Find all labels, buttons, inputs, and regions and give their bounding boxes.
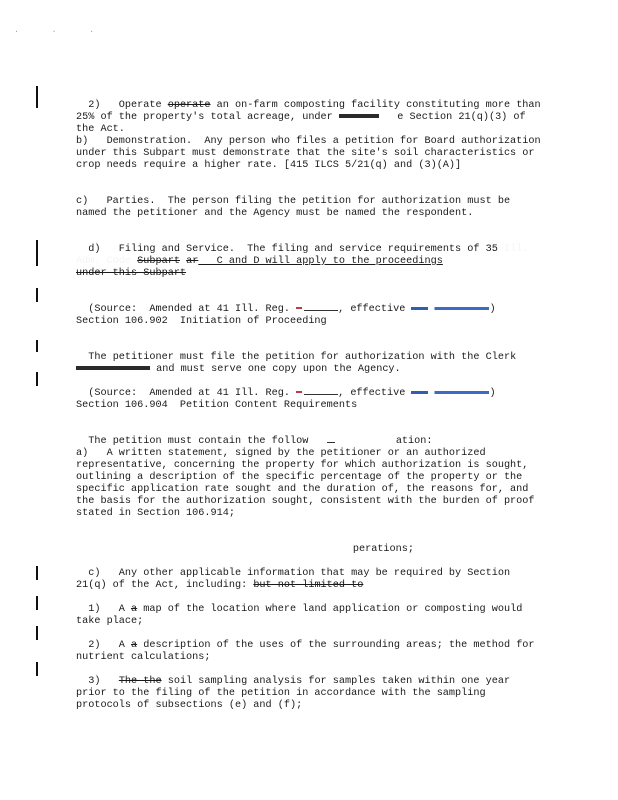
text: soil sampling analysis for samples taken within one year prior to the filing of the petition in accordance with the sampling protocols of subsections (e) and (f); [76, 676, 517, 711]
text: d) Filing and Service. The filing and service requirements of 35 [88, 244, 498, 255]
change-bar [36, 662, 38, 676]
paragraph-b-operations [76, 532, 414, 556]
source-note-2 [76, 376, 544, 400]
blank-line [304, 394, 338, 395]
paragraph-902 [76, 340, 544, 376]
blue-blank-line [411, 307, 489, 310]
struck-text: a [131, 604, 138, 615]
struck-text: The the [118, 676, 162, 687]
text: c) Any other applicable information that may be required by Section 21(q) of the Act, including [76, 568, 517, 591]
paragraph-c-other-information: c) Any other applicable information that may be required by Section 21(q) of the Act, including: but not limited to [76, 568, 517, 591]
section-106-904-heading: Section 106.904 Petition Content Requirements [76, 400, 358, 411]
text: , effective [338, 304, 412, 315]
page-marks: . . . [14, 26, 109, 35]
redline-mark [296, 391, 302, 393]
paragraph-2-description [76, 628, 544, 664]
paragraph-d-filing [76, 232, 544, 280]
blank-line [327, 442, 335, 443]
text: ) [489, 388, 496, 399]
struck-text: but not limited to [253, 580, 364, 591]
change-bar [36, 596, 38, 610]
change-bar [36, 288, 38, 302]
paragraph-3-soil-sampling [76, 664, 544, 712]
redaction [339, 114, 379, 118]
text: 2) Operate [88, 100, 168, 111]
text: C and D will apply to the proceedings [198, 256, 443, 267]
text: description of the uses of the surrounding areas; the method for nutrient calculations; [76, 640, 541, 663]
text: map of the location where land application or composting would take place; [76, 604, 529, 627]
text: (Source: Amended at 41 Ill. Reg. [88, 304, 297, 315]
paragraph-c-parties: c) Parties. The person filing the petition for authorization must be named the petitioner and the Agency must be named the respondent. [76, 196, 517, 219]
struck-text: Subpart [137, 256, 180, 267]
struck-text: a [131, 640, 138, 651]
change-bar [36, 626, 38, 640]
blue-blank-line [411, 391, 489, 394]
change-bar [36, 372, 38, 386]
redaction [76, 366, 150, 370]
text: 2) A [88, 640, 132, 651]
text: perations; [352, 544, 414, 555]
text: 3) [88, 676, 119, 687]
change-bar [36, 340, 38, 352]
text: ation: [395, 436, 433, 447]
paragraph-a-statement: a) A written statement, signed by the petitioner or an authorized representative, concerning the property for which authorization is sought, outlining a description of the specific percentage of the property or the specific application rate sought and the duration of, the reasons for, and the basis for the authorization sought, consistent with the burden of proof stated in Section 106.914; [76, 448, 541, 519]
struck-text: ar [186, 256, 199, 267]
text: e Section 21(q)(3) of the Act. [76, 112, 532, 135]
struck-text: under this Subpart [76, 268, 187, 279]
text: ) [489, 304, 496, 315]
source-note-1 [76, 292, 544, 316]
text: , effective [338, 388, 412, 399]
text: Ill. Adm. Code [76, 244, 535, 267]
change-bar [36, 566, 38, 580]
redline-mark [296, 307, 302, 309]
paragraph-1-map [76, 592, 544, 628]
text: The petition must contain the follow [88, 436, 309, 447]
text: (Source: Amended at 41 Ill. Reg. [88, 388, 297, 399]
text: and must serve one copy upon the Agency. [150, 364, 401, 375]
section-106-902-heading: Section 106.902 Initiation of Proceeding [76, 316, 327, 327]
change-bar [36, 86, 38, 108]
blank-line [304, 310, 338, 311]
change-bar [36, 240, 38, 266]
paragraph-904 [76, 424, 544, 448]
text: 1) A [88, 604, 132, 615]
struck-text: operate [167, 100, 211, 111]
text: The petitioner must file the petition for authorization with the Clerk [88, 352, 517, 363]
paragraph-2-operate [76, 88, 547, 136]
paragraph-b-demonstration: b) Demonstration. Any person who files a petition for Board authorization under this Subpart must demonstrate that the site's soil characteristics or crop needs require a higher rate. [415 ILCS 5/21(q) and (3)(A)] [76, 136, 547, 171]
text: an on-farm composting facility constituting more than 25% of the property's total acreage, under [76, 100, 547, 123]
